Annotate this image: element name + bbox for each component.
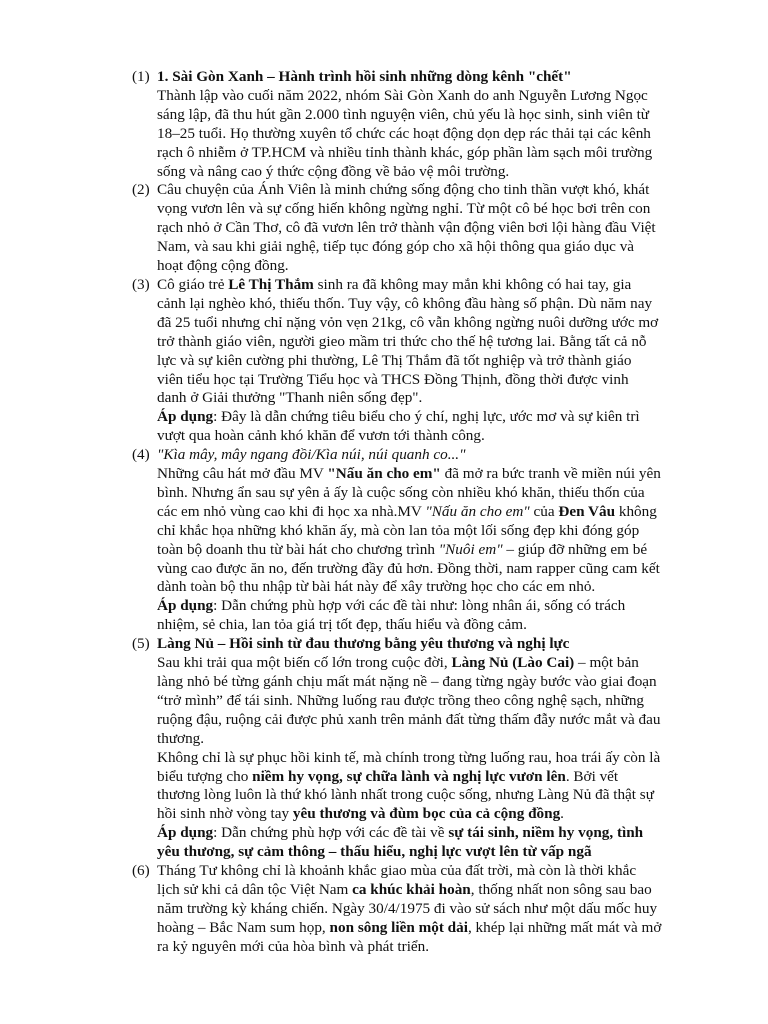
document-body	[132, 68, 722, 957]
list-number: (2)	[132, 181, 150, 199]
bold-text: sự tái sinh, niềm hy vọng, tình	[448, 824, 644, 842]
text-line	[157, 484, 722, 503]
bold-text: 1. Sài Gòn Xanh – Hành trình hồi sinh những dòng kênh "chết"	[157, 68, 572, 85]
list-number: (5)	[132, 635, 150, 653]
text-run: : Dẫn chứng phù hợp với các đề tài như: lòng nhân ái, sống có trách	[213, 597, 626, 615]
text-run: – giúp đỡ những em bé	[502, 540, 648, 558]
text-line	[157, 446, 722, 465]
text-run: chỉ khắc họa những khó khăn ấy, mà còn lan tỏa một lối sống đẹp khi đóng góp	[157, 521, 640, 539]
text-run: đã mở ra bức tranh về miền núi yên	[440, 465, 661, 483]
text-run: của	[529, 502, 559, 520]
text-run: , khép lại những mất mát và mở	[467, 918, 662, 936]
text-line	[157, 276, 722, 295]
list-number: (3)	[132, 275, 150, 293]
text-run: .	[560, 805, 564, 823]
text-line	[157, 522, 722, 541]
text-run: các em nhỏ vùng cao khi đi học xa nhà.MV	[157, 502, 426, 520]
text-line	[157, 654, 722, 673]
bold-text: Áp dụng	[157, 597, 214, 615]
text-run: trở thành giáo viên, người gieo mầm tri thức cho thế hệ tương lai. Bằng tất cả nỗ	[157, 332, 647, 350]
text-run: sáng lập, đã thu hút gần 2.000 tình nguyện viên, chủ yếu là học sinh, sinh viên từ	[157, 105, 650, 123]
text-run: vùng cao được ăn no, đến trường đầy đủ hơn. Đồng thời, nam rapper cũng cam kết	[157, 559, 660, 577]
text-run: Thành lập vào cuối năm 2022, nhóm Sài Gòn Xanh do anh Nguyễn Lương Ngọc	[157, 86, 648, 104]
text-line	[157, 919, 722, 938]
text-run: biểu tượng cho	[157, 767, 253, 785]
italic-text: "Kìa mây, mây ngang đồi/Kìa núi, núi quanh co..."	[157, 446, 466, 464]
list-item	[132, 635, 722, 862]
text-run: hoạt động cộng đồng.	[157, 257, 289, 275]
bold-text: Áp dụng	[157, 824, 214, 842]
text-line	[157, 181, 722, 200]
text-run: ruộng đậu, ruộng cải được phủ xanh trên mảnh đất từng thấm đẫy nước mắt và đau	[157, 710, 661, 728]
text-line	[157, 200, 722, 219]
text-line	[157, 692, 722, 711]
text-run: Câu chuyện của Ánh Viên là minh chứng sống động cho tinh thần vượt khó, khát	[157, 181, 650, 199]
text-line	[157, 408, 722, 427]
text-line	[157, 163, 722, 182]
list-item	[132, 68, 722, 181]
text-run: , thống nhất non sông sau bao	[470, 880, 652, 898]
text-run: toàn bộ doanh thu từ bài hát cho chương trình	[157, 540, 439, 558]
text-line	[157, 938, 722, 957]
text-run: 18–25 tuổi. Họ thường xuyên tổ chức các hoạt động dọn dẹp rác thải tại các kênh	[157, 124, 651, 142]
bold-text: non sông liền một dải	[329, 918, 468, 936]
text-line	[157, 219, 722, 238]
bold-text: Lê Thị Thắm	[228, 275, 314, 293]
text-run: vượt qua hoàn cảnh khó khăn để vươn tới thành công.	[157, 427, 485, 445]
text-run: rạch nhỏ ở Cần Thơ, cô đã vươn lên trở thành vận động viên bơi lội hàng đầu Việt	[157, 219, 656, 237]
text-line	[157, 238, 722, 257]
list-number: (6)	[132, 862, 150, 880]
text-line	[157, 68, 722, 87]
text-run: hồi sinh nhờ vòng tay	[157, 805, 293, 823]
text-line	[157, 389, 722, 408]
list-item	[132, 446, 722, 635]
text-run: làng nhỏ bé từng gánh chịu mất mát nặng nề – đang từng ngày bước vào giai đoạn	[157, 673, 657, 690]
text-line	[157, 824, 722, 843]
text-line	[157, 560, 722, 579]
text-line	[157, 597, 722, 616]
text-run: lịch sử khi cả dân tộc Việt Nam	[157, 880, 353, 898]
text-line	[157, 786, 722, 805]
text-line	[157, 257, 722, 276]
bold-text: "Nấu ăn cho em"	[327, 465, 441, 483]
text-line	[157, 805, 722, 824]
text-run: dành toàn bộ thu nhập từ bài hát này để xây trường học cho các em nhỏ.	[157, 578, 596, 596]
text-line	[157, 371, 722, 390]
text-run: cảnh lại nghèo khó, thiếu thốn. Tuy vậy, cô không đầu hàng số phận. Dù năm nay	[157, 294, 653, 312]
text-line	[157, 333, 722, 352]
text-line	[157, 352, 722, 371]
text-line	[157, 314, 722, 333]
text-run: Cô giáo trẻ	[157, 275, 229, 293]
bold-text: yêu thương, sự cảm thông – thấu hiểu, nghị lực vượt lên từ vấp ngã	[157, 843, 592, 861]
text-run: – một bản	[574, 654, 639, 672]
text-run: : Đây là dẫn chứng tiêu biểu cho ý chí, nghị lực, ước mơ và sự kiên trì	[213, 408, 640, 426]
list-item	[132, 181, 722, 276]
text-line	[157, 673, 722, 692]
italic-text: "Nấu ăn cho em"	[425, 502, 530, 520]
text-run: nhiệm, sẻ chia, lan tỏa giá trị tốt đẹp, thấu hiểu và đồng cảm.	[157, 616, 527, 634]
text-line	[157, 144, 722, 163]
text-run: Những câu hát mở đầu MV	[157, 465, 328, 483]
text-run: ra kỷ nguyên mới của hòa bình và phát triển.	[157, 937, 430, 955]
bold-text: yêu thương và đùm bọc của cả cộng đồng	[292, 805, 561, 823]
text-line	[157, 768, 722, 787]
text-run: . Bởi vết	[565, 767, 619, 785]
text-run: Nam, và sau khi giải nghệ, tiếp tục đóng góp cho xã hội thông qua giáo dục và	[157, 238, 635, 256]
text-line	[157, 87, 722, 106]
bold-text: Đen Vâu	[558, 502, 616, 520]
text-run: sinh ra đã không may mắn khi không có hai tay, gia	[313, 275, 632, 293]
text-run: rạch ô nhiễm ở TP.HCM và nhiều tỉnh thành khác, góp phần làm sạch môi trường	[157, 143, 653, 161]
text-line	[157, 843, 722, 862]
text-run: sống và nâng cao ý thức cộng đồng về bảo vệ môi trường.	[157, 162, 510, 180]
text-line	[157, 578, 722, 597]
text-run: : Dẫn chứng phù hợp với các đề tài về	[213, 824, 449, 842]
text-run: bình. Nhưng ẩn sau sự yên ả ấy là cuộc sống còn nhiều khó khăn, thiếu thốn của	[157, 483, 645, 501]
list-item	[132, 862, 722, 957]
bold-text: Áp dụng	[157, 408, 214, 426]
text-line	[157, 503, 722, 522]
text-line	[157, 106, 722, 125]
text-run: năm trường kỳ kháng chiến. Ngày 30/4/1975 đi vào sử sách như một dấu mốc huy	[157, 899, 658, 917]
text-run: Không chỉ là sự phục hồi kinh tế, mà chính trong từng luống rau, hoa trái ấy còn là	[157, 748, 661, 766]
text-line	[157, 541, 722, 560]
text-run: Sau khi trải qua một biến cố lớn trong cuộc đời,	[157, 654, 452, 672]
text-run: vọng vươn lên và sự cống hiến không ngừng nghỉ. Từ một cô bé học bơi trên con	[157, 200, 651, 218]
bold-text: Làng Nủ – Hồi sinh từ đau thương bằng yêu thương và nghị lực	[157, 635, 570, 653]
text-run: đã 25 tuổi nhưng chỉ nặng vỏn vẹn 21kg, cô vẫn không ngừng nuôi dưỡng ước mơ	[157, 313, 659, 331]
text-line	[157, 635, 722, 654]
text-line	[157, 616, 722, 635]
text-line	[157, 900, 722, 919]
text-line	[157, 881, 722, 900]
text-run: không	[615, 502, 657, 520]
text-run: hoàng – Bắc Nam sum họp,	[157, 918, 330, 936]
list-item	[132, 276, 722, 446]
text-line	[157, 427, 722, 446]
text-run: viên tiểu học tại Trường Tiểu học và THCS Đồng Thịnh, đồng thời được vinh	[157, 370, 629, 388]
list-number: (4)	[132, 446, 150, 464]
text-line	[157, 749, 722, 768]
text-line	[157, 862, 722, 881]
bold-text: niềm hy vọng, sự chữa lành và nghị lực vươn lên	[252, 767, 566, 785]
text-run: “trở mình” để tái sinh. Những luống rau được trồng theo công nghệ sạch, những	[157, 691, 645, 709]
list-number: (1)	[132, 68, 150, 85]
text-line	[157, 125, 722, 144]
text-run: danh ở Giải thưởng "Thanh niên sống đẹp".	[157, 389, 423, 407]
text-line	[157, 711, 722, 730]
italic-text: "Nuôi em"	[438, 540, 503, 558]
text-run: thương.	[157, 729, 205, 747]
text-line	[157, 730, 722, 749]
text-run: thương lòng luôn là thứ khó lành nhất trong cuộc sống, nhưng Làng Nủ đã thật sự	[157, 786, 654, 804]
text-line	[157, 465, 722, 484]
bold-text: Làng Nủ (Lào Cai)	[451, 654, 575, 672]
text-line	[157, 295, 722, 314]
text-run: lực và sự kiên cường phi thường, Lê Thị Thắm đã tốt nghiệp và trở thành giáo	[157, 351, 632, 369]
text-run: Tháng Tư không chỉ là khoảnh khắc giao mùa của đất trời, mà còn là thời khắc	[157, 862, 637, 880]
bold-text: ca khúc khải hoàn	[352, 880, 471, 898]
